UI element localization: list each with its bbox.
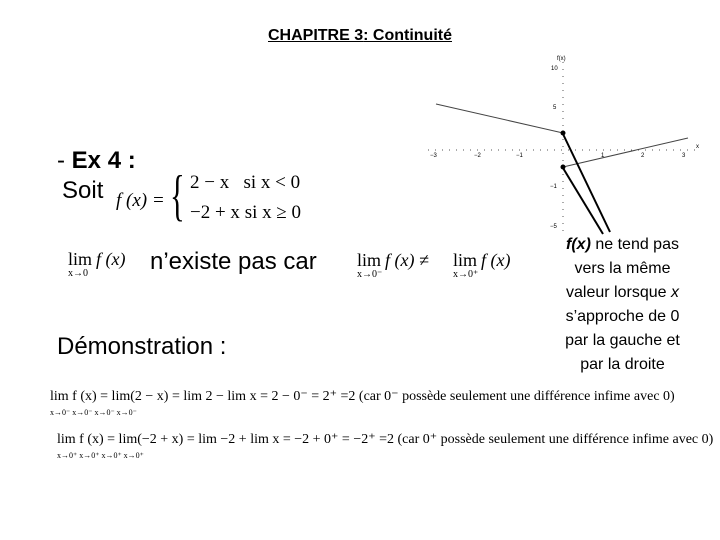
graph-xtick-2: 2 [641, 153, 645, 159]
lim-subscript: x→0 [68, 268, 88, 279]
graph-xtick-m1: −1 [516, 153, 523, 159]
annotation-line6: par la droite [580, 356, 665, 373]
proof-left-subscripts: x→0⁻ x→0⁻ x→0⁻ x→0⁻ [50, 408, 137, 417]
graph-xtick-1: 1 [601, 153, 605, 159]
case1-expression: 2 − x [190, 172, 230, 193]
lim-symbol: lim [68, 249, 93, 269]
annotation-line4: s’approche de 0 [565, 308, 680, 325]
piecewise-brace: { [170, 165, 185, 227]
proof-right-subscripts: x→0⁺ x→0⁺ x→0⁺ x→0⁺ [57, 451, 144, 460]
does-not-exist-text: n’existe pas car [150, 248, 317, 275]
left-lim-subscript: x→0⁻ [357, 269, 383, 280]
graph-x-label: x [696, 144, 699, 150]
case1-condition: si x < 0 [243, 172, 301, 193]
right-lim-subscript: x→0⁺ [453, 269, 479, 280]
annotation-line1: ne tend pas [590, 236, 679, 253]
annotation-line3: valeur lorsque [566, 284, 671, 301]
graph-right-branch [563, 138, 688, 167]
case2-expression: −2 + x [190, 202, 240, 223]
soit-label: Soit [62, 177, 104, 204]
right-lim-symbol: lim [453, 250, 478, 270]
proof-right-text: lim f (x) = lim(−2 + x) = lim −2 + lim x = −2 + 0⁺ = −2⁺ =2 (car 0⁺ possède seulement une différence infime avec 0) [57, 432, 714, 447]
function-lhs: f (x) = [116, 190, 165, 211]
annotation-line5: par la gauche et [565, 332, 680, 349]
right-lim-function: f (x) [481, 250, 511, 270]
demonstration-heading: Démonstration : [57, 333, 227, 360]
exercise-dash: - [57, 147, 72, 174]
graph-xtick-m2: −2 [474, 153, 481, 159]
graph-ytick-m1: −1 [550, 184, 557, 190]
proof-left-text: lim f (x) = lim(2 − x) = lim 2 − lim x = 2 − 0⁻ = 2⁺ =2 (car 0⁻ possède seulement une différence infime avec 0) [50, 389, 675, 404]
graph-xtick-m3: −3 [430, 153, 437, 159]
graph-ytick-m5: −5 [550, 224, 557, 230]
graph-left-branch [436, 104, 563, 133]
annotation-arrow-left [563, 134, 610, 232]
graph-y-label: f(x) [557, 56, 566, 62]
graph-xtick-3: 3 [682, 153, 686, 159]
chapter-topic: : Continuité [363, 27, 452, 44]
annotation-fx: f(x) [566, 236, 591, 253]
annotation-x: x [670, 284, 679, 301]
chapter-number: CHAPITRE 3 [268, 27, 364, 44]
left-lim-function: f (x) ≠ [385, 250, 429, 270]
lim-function: f (x) [96, 249, 126, 269]
case2-condition: si x ≥ 0 [244, 202, 302, 223]
graph-ytick-10: 10 [551, 66, 558, 72]
left-lim-symbol: lim [357, 250, 382, 270]
graph-ytick-5: 5 [553, 105, 557, 111]
exercise-number: Ex 4 : [71, 147, 136, 174]
annotation-line2: vers la même [574, 260, 671, 277]
